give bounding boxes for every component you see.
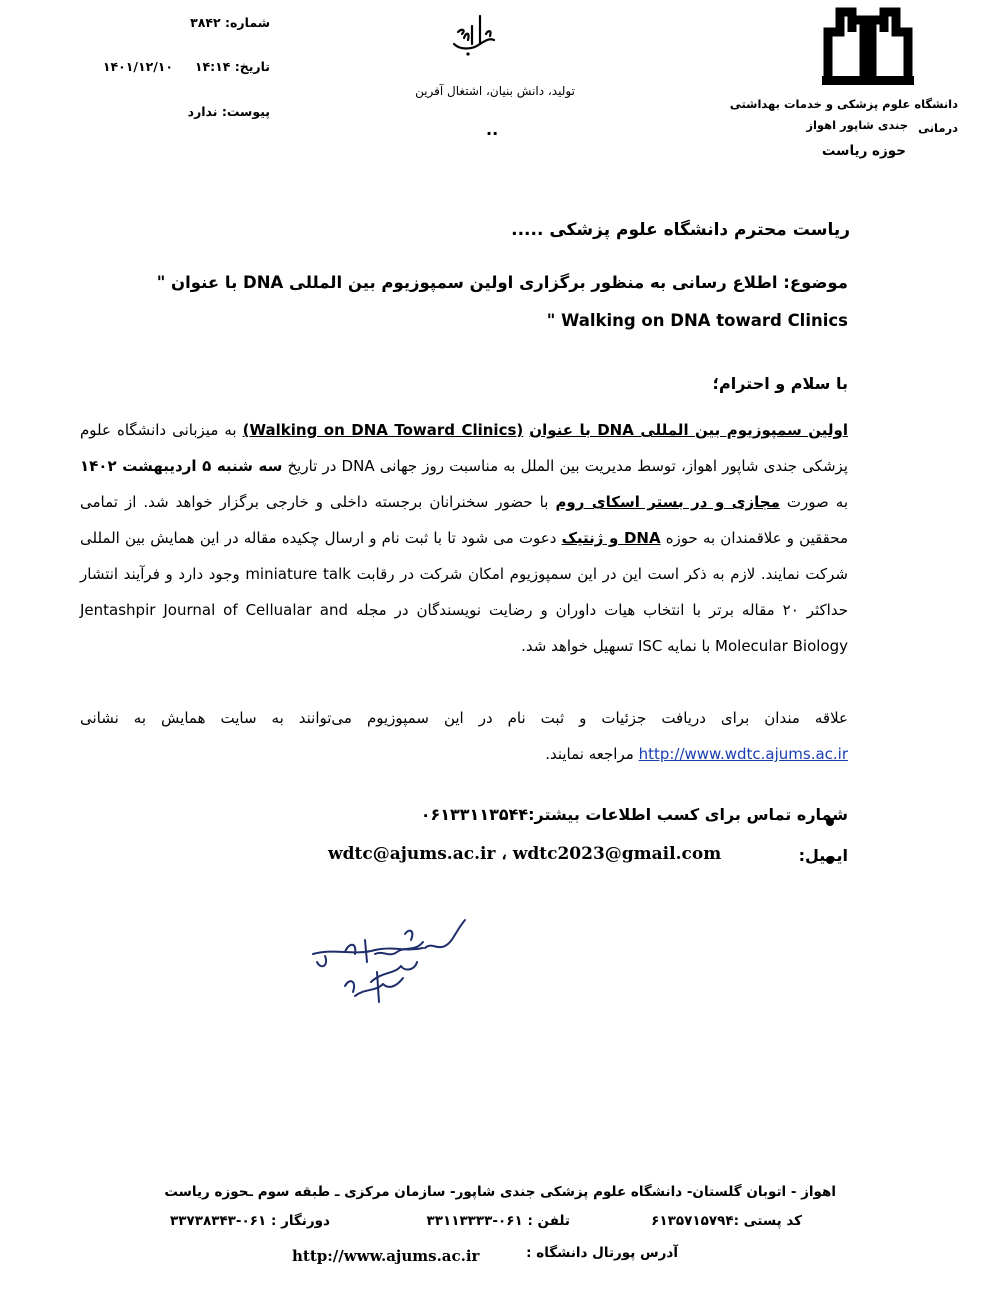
portal-link[interactable]: http://www.ajums.ac.ir [292, 1247, 480, 1265]
phone-label: تلفن : [527, 1213, 570, 1229]
attachment-label: پیوست: [221, 104, 270, 119]
basmala-calligraphy [450, 10, 496, 60]
symposium-mode: مجازی و در بستر اسکای روم [555, 493, 780, 511]
number-value: ۳۸۴۲ [190, 15, 221, 30]
symposium-title: (Walking on DNA Toward Clinics) [242, 421, 524, 439]
email-label: ایمیل: [798, 846, 848, 865]
body-text-2: به صورت [786, 493, 848, 511]
subject-label: موضوع: [783, 273, 848, 292]
number-label: شماره: [225, 15, 270, 30]
body-text-3: با حضور سخنرانان برجسته داخلی و خارجی برگزار خواهد شد. از تمامی محققین و علاقمندان به حوزه [80, 493, 848, 547]
footer-fax [170, 1213, 330, 1229]
time-value: ۱۴:۱۴ [194, 59, 231, 74]
body-paragraph [80, 412, 848, 664]
letter-number [150, 15, 270, 30]
footer-phone [426, 1213, 570, 1229]
motto: تولید، دانش بنیان، اشتغال آفرین [415, 84, 575, 98]
date-value: ۱۴۰۱/۱۲/۱۰ [102, 59, 174, 74]
attachment-value: ندارد [187, 104, 218, 119]
office-name: حوزه ریاست [821, 143, 906, 159]
university-logo [820, 6, 916, 86]
postal-value: ۶۱۳۵۷۱۵۷۹۴ [651, 1213, 734, 1229]
body-text-4: دعوت می شود تا با ثبت نام و ارسال چکیده مقاله در این همایش بین المللی شرکت نمایند. لازم به ذکر است این در این سمپوزیوم امکان شرکت در رقابت miniature talk وجود دارد و فرآیند انتشار حداکثر ۲۰ مقاله برتر با انتخاب هیات داوران و رضایت نویسندگان در مجله Jentashpir Journal of Cellualar and Molecular Biology با نمایه ISC تسهیل خواهد شد. [80, 529, 848, 655]
signature-image [305, 912, 480, 1012]
university-city: جندی شاپور اهواز [806, 118, 908, 132]
contact-line [421, 805, 848, 824]
recipient-line: ریاست محترم دانشگاه علوم پزشکی ..... [511, 220, 850, 240]
university-name: دانشگاه علوم پزشکی و خدمات بهداشتی درمانی [729, 97, 958, 135]
email-values[interactable]: wdtc@ajums.ac.ir ، wdtc2023@gmail.com [328, 844, 722, 864]
footer-postal [651, 1213, 802, 1229]
footer-contact-row [170, 1213, 802, 1237]
registration-paragraph [80, 700, 848, 772]
header-dots: .. [486, 120, 499, 139]
greeting: با سلام و احترام؛ [712, 374, 848, 393]
body-text-1: به میزبانی دانشگاه علوم پزشکی جندی شاپور اهواز، توسط مدیریت بین الملل به مناسبت روز جهانی DNA در تاریخ [80, 421, 848, 475]
letter-date [90, 59, 270, 74]
symposium-intro: اولین سمپوزیوم بین المللی DNA با عنوان [529, 421, 848, 439]
symposium-site-link[interactable]: http://www.wdtc.ajums.ac.ir [638, 745, 848, 763]
fax-label: دورنگار : [270, 1213, 330, 1229]
portal-label: آدرس پورتال دانشگاه : [526, 1245, 678, 1261]
symposium-fields: DNA و ژنتیک [561, 529, 661, 547]
phone-value: ۰۶۱-۳۳۱۱۳۳۳۳ [426, 1213, 523, 1229]
subject-text: اطلاع رسانی به منظور برگزاری اولین سمپوزیوم بین المللی DNA با عنوان " Walking on DNA toward Clinics " [156, 273, 848, 330]
registration-text: علاقه مندان برای دریافت جزئیات و ثبت نام در این سمپوزیوم می‌توانند به سایت همایش به نشانی [80, 709, 848, 727]
contact-label: شماره تماس برای کسب اطلاعات بیشتر: [528, 805, 848, 824]
footer-address: اهواز - اتوبان گلستان- دانشگاه علوم پزشکی جندی شاپور- سازمان مرکزی ـ طبقه سوم ـحوزه ریاست [164, 1184, 836, 1200]
date-label: تاریخ: [234, 59, 270, 74]
postal-label: کد پستی : [733, 1213, 802, 1229]
fax-value: ۰۶۱-۳۳۷۳۸۳۴۳ [170, 1213, 267, 1229]
subject-line [80, 264, 848, 340]
registration-text-end: مراجعه نمایند. [545, 745, 634, 763]
symposium-date: سه شنبه ۵ اردیبهشت ۱۴۰۲ [80, 457, 283, 475]
letter-attachment [150, 104, 270, 119]
contact-value: ۰۶۱۳۳۱۱۳۵۴۴ [420, 805, 529, 824]
